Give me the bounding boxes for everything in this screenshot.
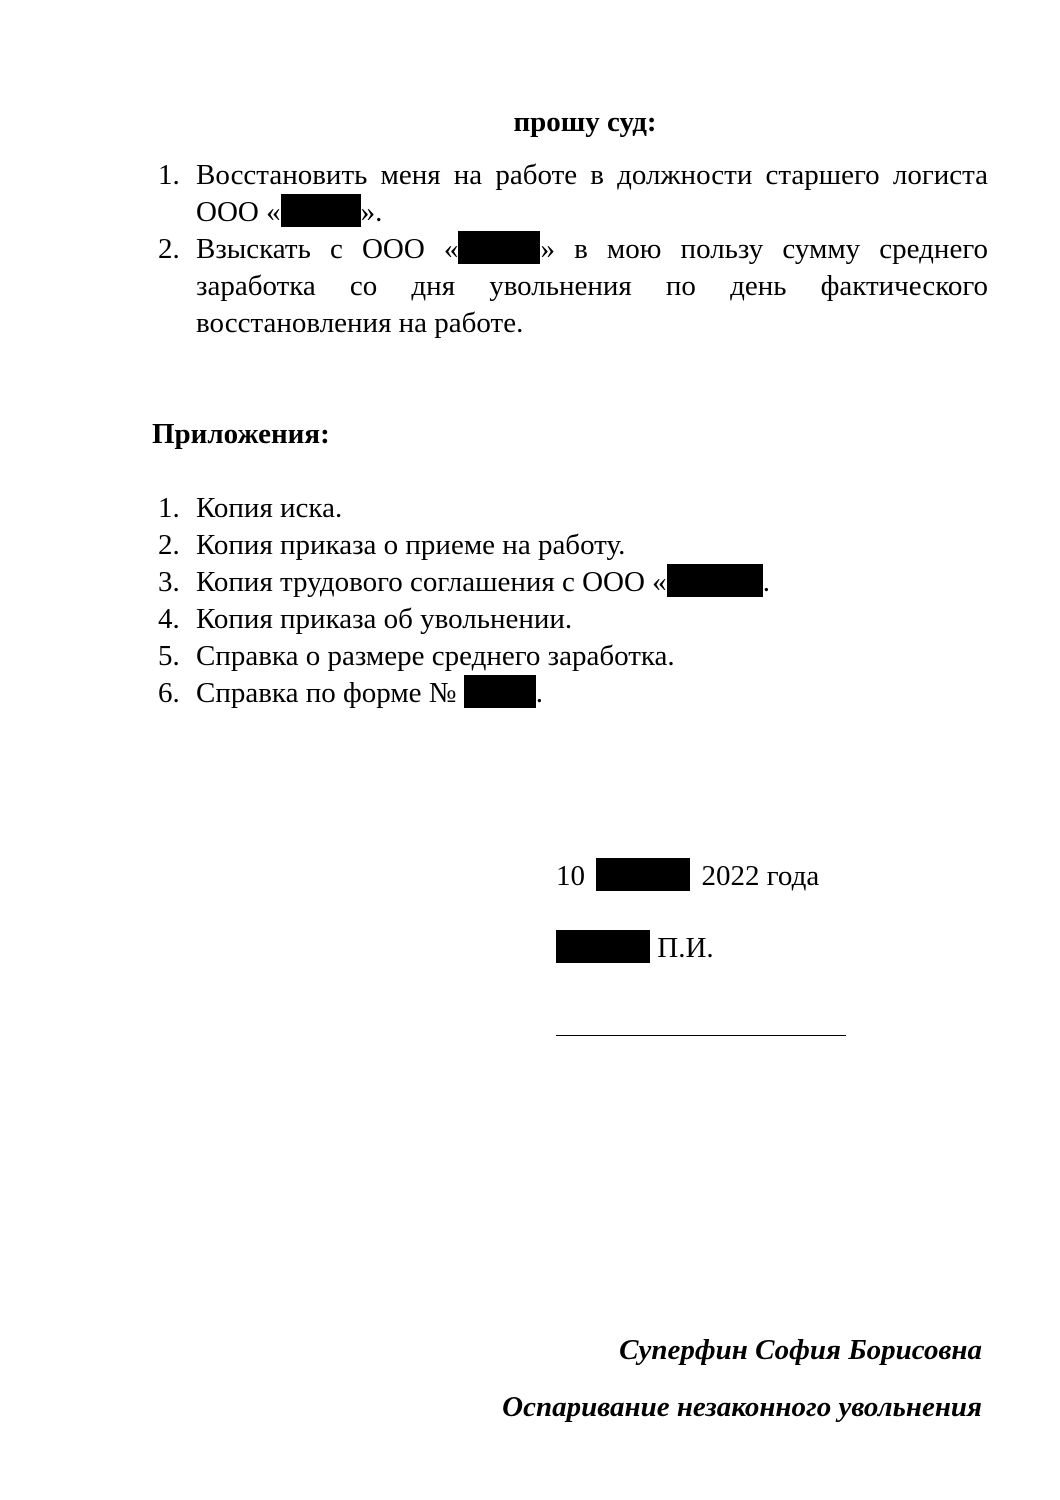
list-item <box>158 527 988 564</box>
date-line <box>556 858 819 895</box>
item-number: 1. <box>158 492 180 524</box>
item-text-tail: ». <box>360 196 383 228</box>
redaction-box <box>596 858 690 891</box>
item-text: Справка по форме № <box>196 677 464 709</box>
item-text: Справка о размере среднего заработка. <box>196 640 675 672</box>
item-number: 4. <box>158 603 180 635</box>
date-year: 2022 года <box>701 860 820 892</box>
signature-initials: П.И. <box>657 932 714 964</box>
item-text: Копия приказа о приеме на работу. <box>196 529 626 561</box>
item-number: 2. <box>158 233 180 265</box>
list-item <box>158 157 988 231</box>
request-heading: прошу суд: <box>513 106 657 138</box>
item-text-tail: . <box>762 566 770 598</box>
item-number: 1. <box>158 159 180 191</box>
item-number: 3. <box>158 566 180 598</box>
redaction-box <box>667 564 763 597</box>
list-item <box>158 638 988 675</box>
footer-topic: Оспаривание незаконного увольнения <box>502 1391 982 1423</box>
item-text: Взыскать с ООО « <box>196 233 459 265</box>
item-number: 5. <box>158 640 180 672</box>
list-item <box>158 675 988 712</box>
list-item <box>158 601 988 638</box>
item-text-tail: » в мою пользу сумму среднего заработка со дня увольнения по день фактического восстановления на работе. <box>196 233 988 339</box>
signature-line <box>556 930 714 967</box>
item-text: Копия иска. <box>196 492 343 524</box>
redaction-box <box>556 930 650 963</box>
item-number: 6. <box>158 677 180 709</box>
redaction-box <box>464 675 536 708</box>
signature-underline <box>556 1035 846 1036</box>
date-day: 10 <box>556 860 585 892</box>
footer-author: Суперфин София Борисовна <box>619 1334 982 1366</box>
attachments-list <box>158 490 988 712</box>
list-item <box>158 564 988 601</box>
item-text: Копия приказа об увольнении. <box>196 603 573 635</box>
redaction-box <box>458 231 540 264</box>
redaction-box <box>281 194 361 227</box>
item-text: Восстановить меня на работе в должности старшего логиста ООО « <box>196 159 988 228</box>
item-text: Копия трудового соглашения с ООО « <box>196 566 667 598</box>
list-item <box>158 231 988 342</box>
attachments-title: Приложения: <box>152 418 330 450</box>
item-number: 2. <box>158 529 180 561</box>
item-text-tail: . <box>535 677 543 709</box>
list-item <box>158 490 988 527</box>
request-list <box>158 157 988 342</box>
